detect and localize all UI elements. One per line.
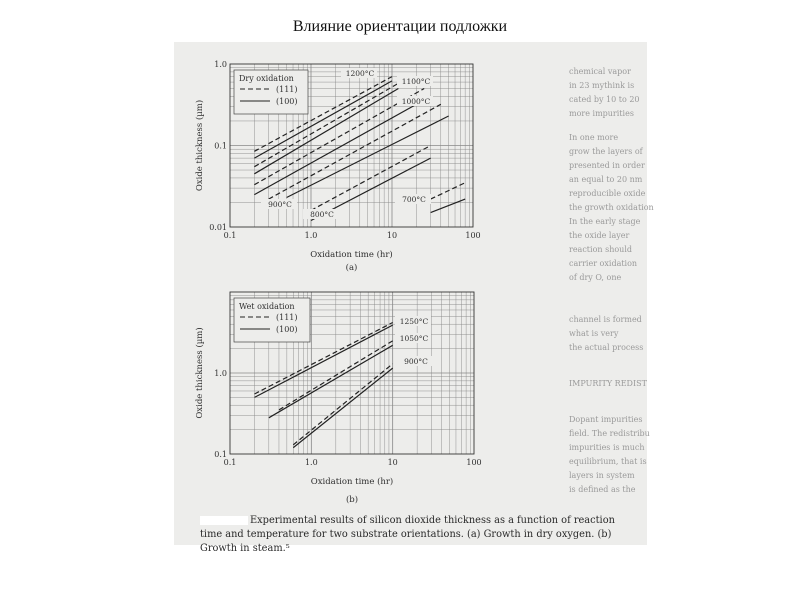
y-axis-label: Oxide thickness (µm) [195, 99, 205, 192]
y-tick-label: 0.1 [214, 141, 227, 151]
slide-title: Влияние ориентации подложки [292, 18, 508, 35]
svg-text:Dopant impurities: Dopant impurities [569, 415, 643, 424]
legend-title: Wet oxidation [239, 302, 295, 311]
caption-text: Experimental results of silicon dioxide thickness as a function of reaction time and temperature for two substrate orientations. (a) Growth in dry oxygen. (b) Growth in steam.⁵ [200, 515, 615, 554]
svg-text:presented in order: presented in order [569, 161, 645, 170]
figure-svg [174, 42, 654, 545]
svg-text:equilibrium, that is: equilibrium, that is [569, 457, 647, 466]
series-line [269, 104, 441, 199]
svg-text:is defined as the: is defined as the [569, 485, 636, 494]
legend-entry-label: (111) [276, 313, 298, 322]
temperature-label: 1250°C [399, 317, 429, 326]
temperature-label: 800°C [310, 210, 334, 219]
temperature-label: 900°C [404, 357, 428, 366]
legend-title: Dry oxidation [239, 74, 294, 83]
svg-text:carrier oxidation: carrier oxidation [569, 259, 638, 268]
svg-text:in 23 mythink is: in 23 mythink is [569, 81, 635, 90]
x-tick-label: 10 [386, 231, 398, 240]
svg-text:reaction should: reaction should [569, 245, 632, 254]
y-tick-label: 0.01 [209, 223, 227, 232]
svg-text:the oxide layer: the oxide layer [569, 231, 630, 240]
temperature-label: 1000°C [401, 97, 431, 106]
panel-label: (b) [345, 495, 359, 505]
svg-text:grow the layers of: grow the layers of [569, 147, 643, 156]
series-line [431, 199, 466, 213]
series-line [269, 345, 393, 418]
svg-text:impurities is much: impurities is much [569, 443, 645, 452]
caption-redaction [200, 516, 248, 525]
svg-text:the actual process: the actual process [569, 343, 644, 352]
temperature-label: 1200°C [345, 69, 375, 78]
x-tick-label: 10 [387, 458, 398, 467]
series-line [431, 183, 466, 199]
x-tick-label: 0.1 [223, 231, 237, 240]
svg-text:reproducible oxide: reproducible oxide [569, 189, 646, 198]
x-axis-label: Oxidation time (hr) [310, 250, 393, 260]
background-book-text [569, 67, 654, 494]
y-tick-label: 1.0 [214, 369, 227, 378]
x-tick-label: 1.0 [304, 458, 318, 467]
legend-entry-label: (100) [276, 325, 298, 334]
svg-text:channel is formed: channel is formed [569, 315, 642, 324]
temperature-label: 1100°C [401, 77, 431, 86]
series-line [293, 364, 392, 445]
svg-text:of dry O, one: of dry O, one [569, 273, 622, 282]
scanned-figure [174, 42, 654, 554]
temperature-label: 900°C [268, 200, 292, 209]
svg-text:layers in system: layers in system [569, 471, 635, 480]
figure-caption [200, 514, 640, 556]
temperature-label: 1050°C [399, 334, 429, 343]
temperature-label: 700°C [402, 195, 426, 204]
svg-text:IMPURITY REDIST: IMPURITY REDIST [569, 379, 647, 388]
svg-text:more impurities: more impurities [569, 109, 634, 118]
y-tick-label: 1.0 [214, 60, 227, 69]
panel-b-wet-oxidation [194, 292, 482, 505]
x-axis-label: Oxidation time (hr) [310, 477, 394, 487]
svg-text:chemical vapor: chemical vapor [569, 67, 631, 76]
legend-entry-label: (100) [276, 97, 298, 106]
x-tick-label: 0.1 [223, 458, 237, 467]
legend-entry-label: (111) [276, 85, 298, 94]
x-tick-label: 100 [466, 458, 482, 467]
panel-label: (a) [345, 263, 358, 273]
series-line [293, 368, 392, 448]
y-tick-label: 0.1 [214, 450, 227, 459]
svg-text:In the early stage: In the early stage [569, 217, 641, 226]
y-axis-label: Oxide thickness (µm) [195, 327, 205, 419]
panel-a-dry-oxidation [194, 60, 481, 273]
svg-text:field. The redistribu: field. The redistribu [569, 429, 650, 438]
svg-text:what is very: what is very [569, 329, 619, 338]
svg-text:the growth oxidation: the growth oxidation [569, 203, 654, 212]
svg-text:an equal to 20 nm: an equal to 20 nm [569, 175, 643, 184]
x-tick-label: 1.0 [304, 231, 318, 240]
svg-text:In one more: In one more [569, 133, 619, 142]
svg-text:cated by 10 to 20: cated by 10 to 20 [569, 95, 640, 104]
x-tick-label: 100 [465, 231, 481, 240]
